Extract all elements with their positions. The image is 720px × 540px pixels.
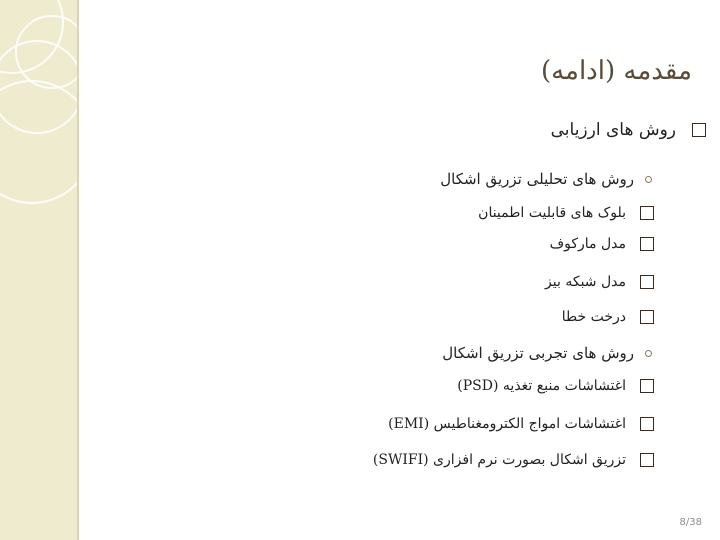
panel-divider: [77, 0, 79, 540]
bullet-level2: [440, 170, 652, 188]
decorative-circle: [15, 15, 79, 89]
bullet-level3: [373, 452, 654, 468]
bullet-level3: [457, 378, 654, 394]
checkbox-bullet-icon: [640, 275, 654, 289]
checkbox-bullet-icon: [640, 310, 654, 324]
decorative-circle: [0, 80, 79, 204]
bullet-text: اغتشاشات امواج الکترومغناطیس (EMI): [388, 416, 626, 432]
bullet-text: روش های تحلیلی تزریق اشکال: [440, 170, 634, 188]
slide-title: مقدمه (ادامه): [540, 56, 692, 86]
bullet-text: مدل مارکوف: [549, 236, 626, 252]
bullet-level2: [442, 344, 652, 362]
bullet-text: درخت خطا: [561, 309, 626, 325]
checkbox-bullet-icon: [640, 206, 654, 220]
checkbox-bullet-icon: [640, 453, 654, 467]
bullet-text: روش های تجربی تزریق اشکال: [442, 344, 634, 362]
checkbox-bullet-icon: [640, 237, 654, 251]
circle-bullet-icon: [645, 350, 652, 357]
bullet-text: مدل شبکه بیز: [545, 274, 626, 290]
bullet-level3: [478, 205, 654, 221]
checkbox-bullet-icon: [640, 417, 654, 431]
bullet-level3: [562, 309, 654, 325]
circle-bullet-icon: [645, 176, 652, 183]
bullet-text: روش های ارزیابی: [550, 120, 676, 140]
bullet-level3: [550, 236, 654, 252]
bullet-text: تزریق اشکال بصورت نرم افزاری (SWIFI): [372, 452, 626, 468]
bullet-text: بلوک های قابلیت اطمینان: [478, 205, 626, 221]
bullet-level3: [388, 416, 654, 432]
bullet-text: اغتشاشات منبع تغذیه (PSD): [457, 378, 626, 394]
bullet-level3: [545, 274, 654, 290]
page-number: 8/38: [679, 517, 702, 528]
checkbox-bullet-icon: [692, 123, 706, 137]
decorative-side-panel: [0, 0, 79, 540]
checkbox-bullet-icon: [640, 379, 654, 393]
bullet-level1: [551, 120, 706, 140]
